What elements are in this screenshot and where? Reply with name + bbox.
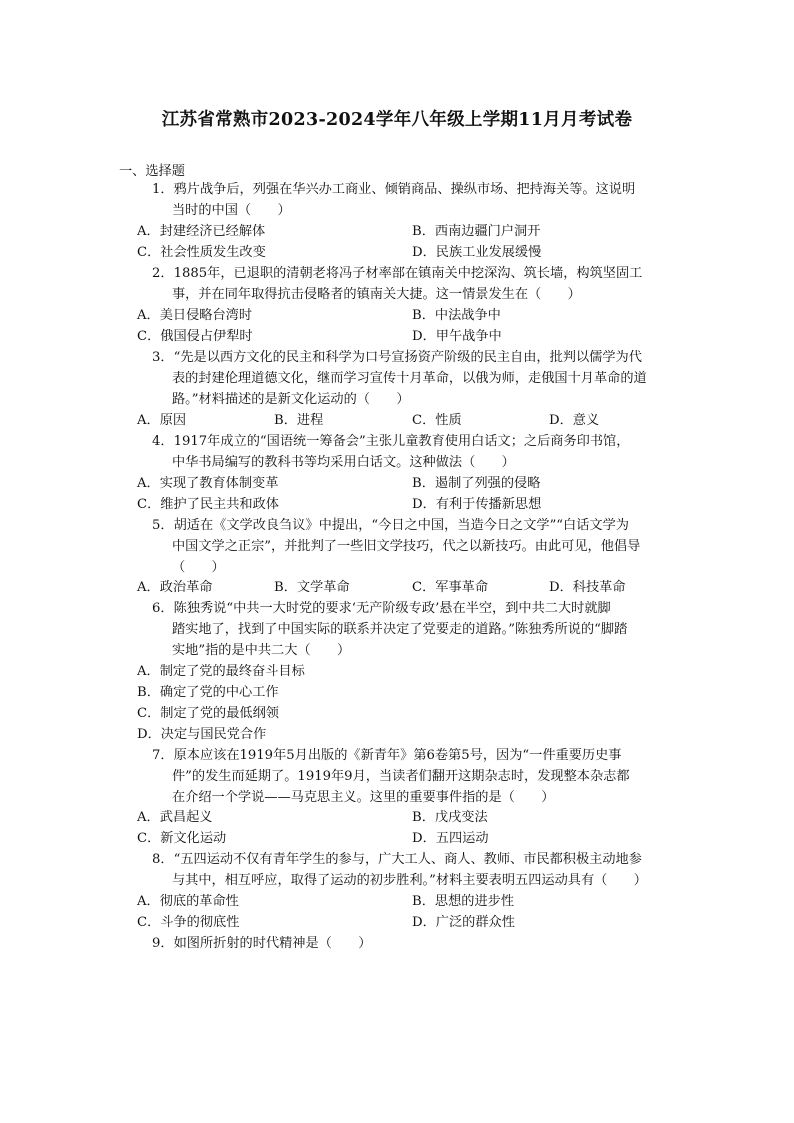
question-text: 8．“五四运动不仅有青年学生的参与，广大工人、商人、教师、市民都积极主动地参 — [152, 852, 642, 867]
question-text: 表的封建伦理道德文化，继而学习宣传十月革命，以俄为师，走俄国十月革命的道 — [172, 371, 647, 386]
question-text: 9．如图所折射的时代精神是（ ） — [152, 936, 372, 951]
question-text: 当时的中国（ ） — [172, 203, 291, 218]
question-text: 1．鸦片战争后，列强在华兴办工商业、倾销商品、操纵市场、把持海关等。这说明 — [152, 182, 636, 197]
option-b: B．西南边疆门户洞开 — [412, 224, 541, 239]
question-text: 路。”材料描述的是新文化运动的（ ） — [172, 392, 410, 407]
option-a: A．武昌起义 — [137, 810, 213, 825]
option-a: A．美日侵略台湾时 — [137, 308, 253, 323]
question-text: 事，并在同年取得抗击侵略者的镇南关大捷。这一情景发生在（ ） — [172, 287, 581, 302]
option-a: A．原因 — [137, 413, 187, 428]
question-1 — [152, 179, 682, 221]
question-text: 5．胡适在《文学改良刍议》中提出，“今日之中国，当造今日之文学”“白话文学为 — [152, 518, 629, 533]
question-8 — [152, 849, 682, 891]
option-d: D．广泛的群众性 — [412, 915, 515, 930]
option-b: B．戊戌变法 — [412, 810, 488, 825]
option-c: C．斗争的彻底性 — [137, 915, 240, 930]
question-6 — [152, 598, 682, 661]
question-text: 与其中，相互呼应，取得了运动的初步胜利。”材料主要表明五四运动具有（ ） — [172, 873, 647, 888]
question-text: 在介绍一个学说——马克思主义。这里的重要事件指的是（ ） — [172, 790, 555, 805]
question-4 — [152, 431, 682, 473]
option-d: D．有利于传播新思想 — [412, 497, 542, 512]
option-c: C．制定了党的最低纲领 — [137, 706, 279, 721]
option-a: A．实现了教育体制变革 — [137, 476, 279, 491]
option-d: D．甲午战争中 — [412, 329, 502, 344]
option-a: A．政治革命 — [137, 580, 213, 595]
option-d: D．民族工业发展缓慢 — [412, 245, 542, 260]
question-text: 3．“先是以西方文化的民主和科学为口号宣扬资产阶级的民主自由，批判以儒学为代 — [152, 350, 642, 365]
option-a: A．制定了党的最终奋斗目标 — [137, 664, 305, 679]
question-7 — [152, 745, 682, 808]
option-c: C．俄国侵占伊犁时 — [137, 329, 253, 344]
option-b: B．确定了党的中心工作 — [137, 685, 279, 700]
question-text: 中国文学之正宗”，并批判了一些旧文学技巧，代之以新技巧。由此可见，他倡导 — [172, 539, 641, 554]
question-text: 2．1885年，已退职的清朝老将冯子材率部在镇南关中挖深沟、筑长墙，构筑坚固工 — [152, 266, 643, 281]
exam-title: 江苏省常熟市2023-2024学年八年级上学期11月月考试卷 — [161, 110, 633, 130]
option-a: A．封建经济已经解体 — [137, 224, 266, 239]
question-2 — [152, 263, 682, 305]
option-c: C．军事革命 — [412, 580, 489, 595]
option-b: B．中法战争中 — [412, 308, 501, 323]
question-text: 7．原本应该在1919年5月出版的《新青年》第6卷第5号，因为“一件重要历史事 — [152, 748, 622, 763]
question-text: 6．陈独秀说“中共一大时党的要求‘无产阶级专政’悬在半空，到中共二大时就脚 — [152, 601, 611, 616]
section-heading: 一、选择题 — [119, 164, 185, 179]
option-d: D．科技革命 — [549, 580, 626, 595]
option-b: B．进程 — [274, 413, 324, 428]
option-c: C．社会性质发生改变 — [137, 245, 266, 260]
option-b: B．思想的进步性 — [412, 894, 515, 909]
option-c: C．新文化运动 — [137, 831, 227, 846]
question-5 — [152, 515, 682, 578]
option-c: C．性质 — [412, 413, 462, 428]
question-text: 4．1917年成立的“国语统一筹备会”主张儿童教育使用白话文；之后商务印书馆， — [152, 434, 630, 449]
question-text: 件”的发生而延期了。1919年9月，当读者们翻开这期杂志时，发现整本杂志都 — [172, 769, 630, 784]
question-text: 中华书局编写的教科书等均采用白话文。这种做法（ ） — [172, 455, 515, 470]
option-a: A．彻底的革命性 — [137, 894, 239, 909]
option-d: D．五四运动 — [412, 831, 489, 846]
option-b: B．文学革命 — [274, 580, 350, 595]
option-b: B．遏制了列强的侵略 — [412, 476, 541, 491]
question-3 — [152, 347, 682, 410]
option-d: D．意义 — [549, 413, 600, 428]
question-text: 踏实地了，找到了中国实际的联系并决定了党要走的道路。”陈独秀所说的“脚踏 — [172, 622, 628, 637]
question-9 — [152, 933, 682, 954]
option-c: C．维护了民主共和政体 — [137, 497, 279, 512]
question-text: 实地”指的是中共二大（ ） — [172, 643, 351, 658]
question-text: （ ） — [172, 560, 225, 575]
option-d: D．决定与国民党合作 — [137, 727, 267, 742]
